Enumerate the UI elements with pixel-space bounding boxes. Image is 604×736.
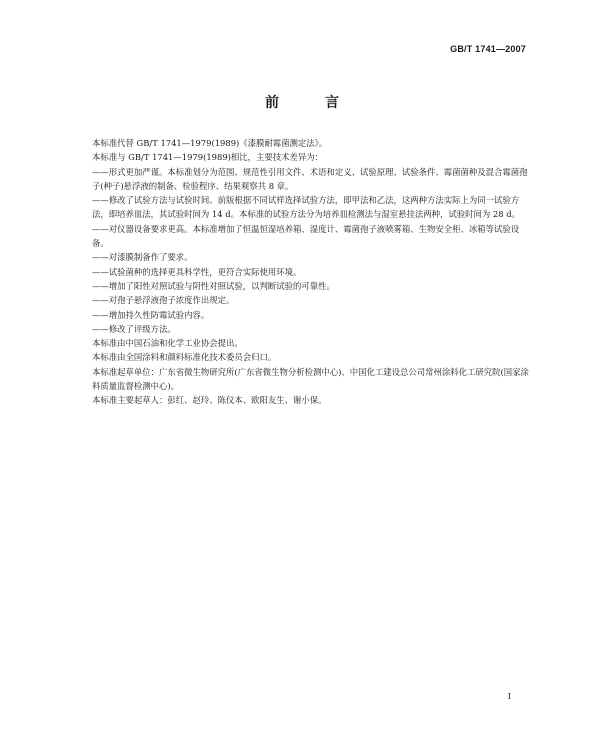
paragraph: 本标准与 GB/T 1741—1979(1989)相比，主要技术差异为： [92, 152, 324, 163]
page-title: 前 言 [265, 95, 355, 111]
paragraph: 本标准起草单位：广东省微生物研究所(广东省微生物分析检测中心)、中国化工建设总公司常州涂料化工研究院(国家涂料质量监督检测中心)。 [92, 366, 529, 392]
paragraph: 本标准由中国石油和化学工业协会提出。 [92, 338, 243, 349]
list-item: ——对仪器设备要求更高。本标准增加了恒温恒湿培养箱、湿度计、霉菌孢子液喷雾箱、生物安全柜、冰箱等试验设备。 [92, 223, 520, 249]
list-item: ——对孢子悬浮液孢子浓度作出规定。 [92, 295, 235, 306]
list-item: ——对漆膜制备作了要求。 [92, 252, 193, 263]
paragraph: 本标准由全国涂料和颜料标准化技术委员会归口。 [92, 352, 277, 363]
paragraph: 本标准主要起草人：彭红、赵玲、陈仪本、欧阳友生、谢小保。 [92, 395, 327, 406]
list-item: ——增加持久性防霉试验内容。 [92, 309, 210, 320]
list-item: ——增加了阳性对照试验与阴性对照试验，以判断试验的可靠性。 [92, 280, 335, 291]
list-item: ——修改了试验方法与试验时间。前版根据不同试样选择试验方法，即甲法和乙法，这两种方法实际上为同一试验方法，即培养皿法，其试验时间为 14 d。本标准的试验方法分为培养皿检测法与湿室悬挂法两种，试验时间为 28 d。 [92, 195, 520, 220]
list-item: ——试验菌种的选择更具科学性，更符合实际使用环境。 [92, 266, 302, 277]
page-number: I [507, 692, 511, 701]
list-item: ——修改了评级方法。 [92, 323, 176, 334]
paragraph: 本标准代替 GB/T 1741—1979(1989)《漆膜耐霉菌测定法》。 [92, 138, 328, 148]
list-item: ——形式更加严谨。本标准划分为范围、规范性引用文件、术语和定义、试验原理、试验条件、霉菌菌种及混合霉菌孢子(种子)悬浮液的制备、检验程序、结果观察共 8 章。 [92, 166, 528, 191]
document-body [92, 136, 532, 408]
standard-code: GB/T 1741—2007 [450, 44, 526, 54]
